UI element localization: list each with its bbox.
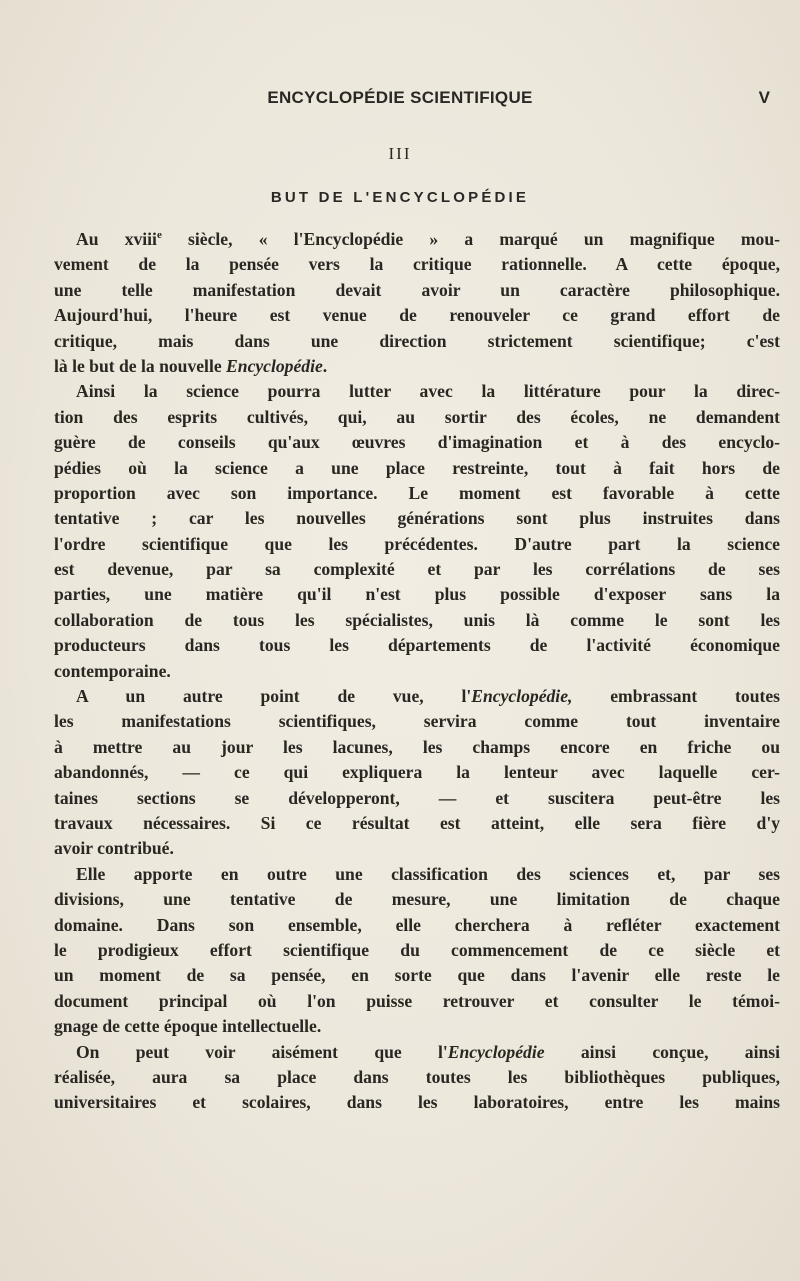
text-line: Aujourd'hui, l'heure est venue de renouveler ce grand effort de bbox=[54, 305, 780, 326]
text-line: un moment de sa pensée, en sorte que dans l'avenir elle reste le bbox=[54, 965, 780, 986]
italic-title: Encyclopédie bbox=[226, 355, 323, 376]
section-title: BUT DE L'ENCYCLOPÉDIE bbox=[270, 189, 530, 206]
text-run: embrassant toutes bbox=[572, 686, 780, 707]
text-line: guère de conseils qu'aux œuvres d'imagination et à des encyclo- bbox=[54, 432, 780, 453]
text-line: vement de la pensée vers la critique rationnelle. A cette époque, bbox=[54, 254, 780, 275]
text-line bbox=[54, 684, 780, 709]
text-line: gnage de cette époque intellectuelle. bbox=[54, 1016, 322, 1037]
text-run: là le but de la nouvelle bbox=[54, 355, 227, 376]
text-run: . bbox=[322, 355, 328, 376]
text-line bbox=[54, 227, 780, 252]
text-line: divisions, une tentative de mesure, une limitation de chaque bbox=[54, 889, 780, 910]
text-line: taines sections se développeront, — et suscitera peut-être les bbox=[54, 787, 780, 808]
text-line bbox=[54, 1040, 780, 1065]
text-line: contemporaine. bbox=[54, 660, 171, 681]
text-line: réalisée, aura sa place dans toutes les bibliothèques publiques, bbox=[54, 1066, 780, 1087]
text-line: collaboration de tous les spécialistes, unis là comme le sont les bbox=[54, 609, 780, 630]
italic-title: Encyclopédie, bbox=[471, 686, 573, 707]
page-number: V bbox=[758, 88, 770, 107]
body-text bbox=[54, 227, 780, 1116]
text-line: Ainsi la science pourra lutter avec la littérature pour la direc- bbox=[76, 381, 780, 402]
running-head bbox=[0, 88, 800, 112]
text-line: parties, une matière qu'il n'est plus possible d'exposer sans la bbox=[54, 584, 780, 605]
text-run: A un autre point de vue, l' bbox=[76, 686, 472, 707]
text-line: Elle apporte en outre une classification des sciences et, par ses bbox=[76, 863, 780, 884]
text-line: producteurs dans tous les départements de l'activité économique bbox=[54, 635, 780, 656]
text-line: une telle manifestation devait avoir un caractère philosophique. bbox=[54, 279, 780, 300]
text-run: On peut voir aisément que l' bbox=[76, 1041, 448, 1062]
text-line: universitaires et scolaires, dans les laboratoires, entre les mains bbox=[54, 1092, 780, 1113]
text-line: avoir contribué. bbox=[54, 838, 174, 859]
text-line bbox=[54, 354, 780, 379]
text-line: est devenue, par sa complexité et par les corrélations de ses bbox=[54, 559, 780, 580]
section-number: III bbox=[388, 144, 412, 163]
superscript: e bbox=[156, 229, 162, 242]
text-line: à mettre au jour les lacunes, les champs encore en friche ou bbox=[54, 736, 780, 757]
text-line: domaine. Dans son ensemble, elle cherchera à refléter exactement bbox=[54, 914, 780, 935]
text-line: pédies où la science a une place restreinte, tout à fait hors de bbox=[54, 457, 780, 478]
italic-title: Encyclopédie bbox=[447, 1041, 545, 1062]
text-line: tion des esprits cultivés, qui, au sortir des écoles, ne demandent bbox=[54, 406, 780, 427]
text-run: siècle, « l'Encyclopédie » a marqué un magnifique mou- bbox=[161, 229, 780, 249]
text-line: travaux nécessaires. Si ce résultat est atteint, elle sera fière d'y bbox=[54, 812, 780, 833]
text-run: ainsi conçue, ainsi bbox=[544, 1041, 781, 1062]
text-line: document principal où l'on puisse retrouver et consulter le témoi- bbox=[54, 990, 780, 1011]
text-line: le prodigieux effort scientifique du commencement de ce siècle et bbox=[54, 939, 780, 960]
text-run: Au xviii bbox=[76, 229, 157, 249]
text-line: abandonnés, — ce qui expliquera la lenteur avec laquelle cer- bbox=[54, 762, 780, 783]
text-line: critique, mais dans une direction strictement scientifique; c'est bbox=[54, 330, 780, 351]
text-line: proportion avec son importance. Le moment est favorable à cette bbox=[54, 482, 780, 503]
text-line: l'ordre scientifique que les précédentes. D'autre part la science bbox=[54, 533, 780, 554]
text-line: les manifestations scientifiques, servira comme tout inventaire bbox=[54, 711, 780, 732]
running-title: ENCYCLOPÉDIE SCIENTIFIQUE bbox=[267, 88, 533, 107]
text-line: tentative ; car les nouvelles générations sont plus instruites dans bbox=[54, 508, 780, 529]
